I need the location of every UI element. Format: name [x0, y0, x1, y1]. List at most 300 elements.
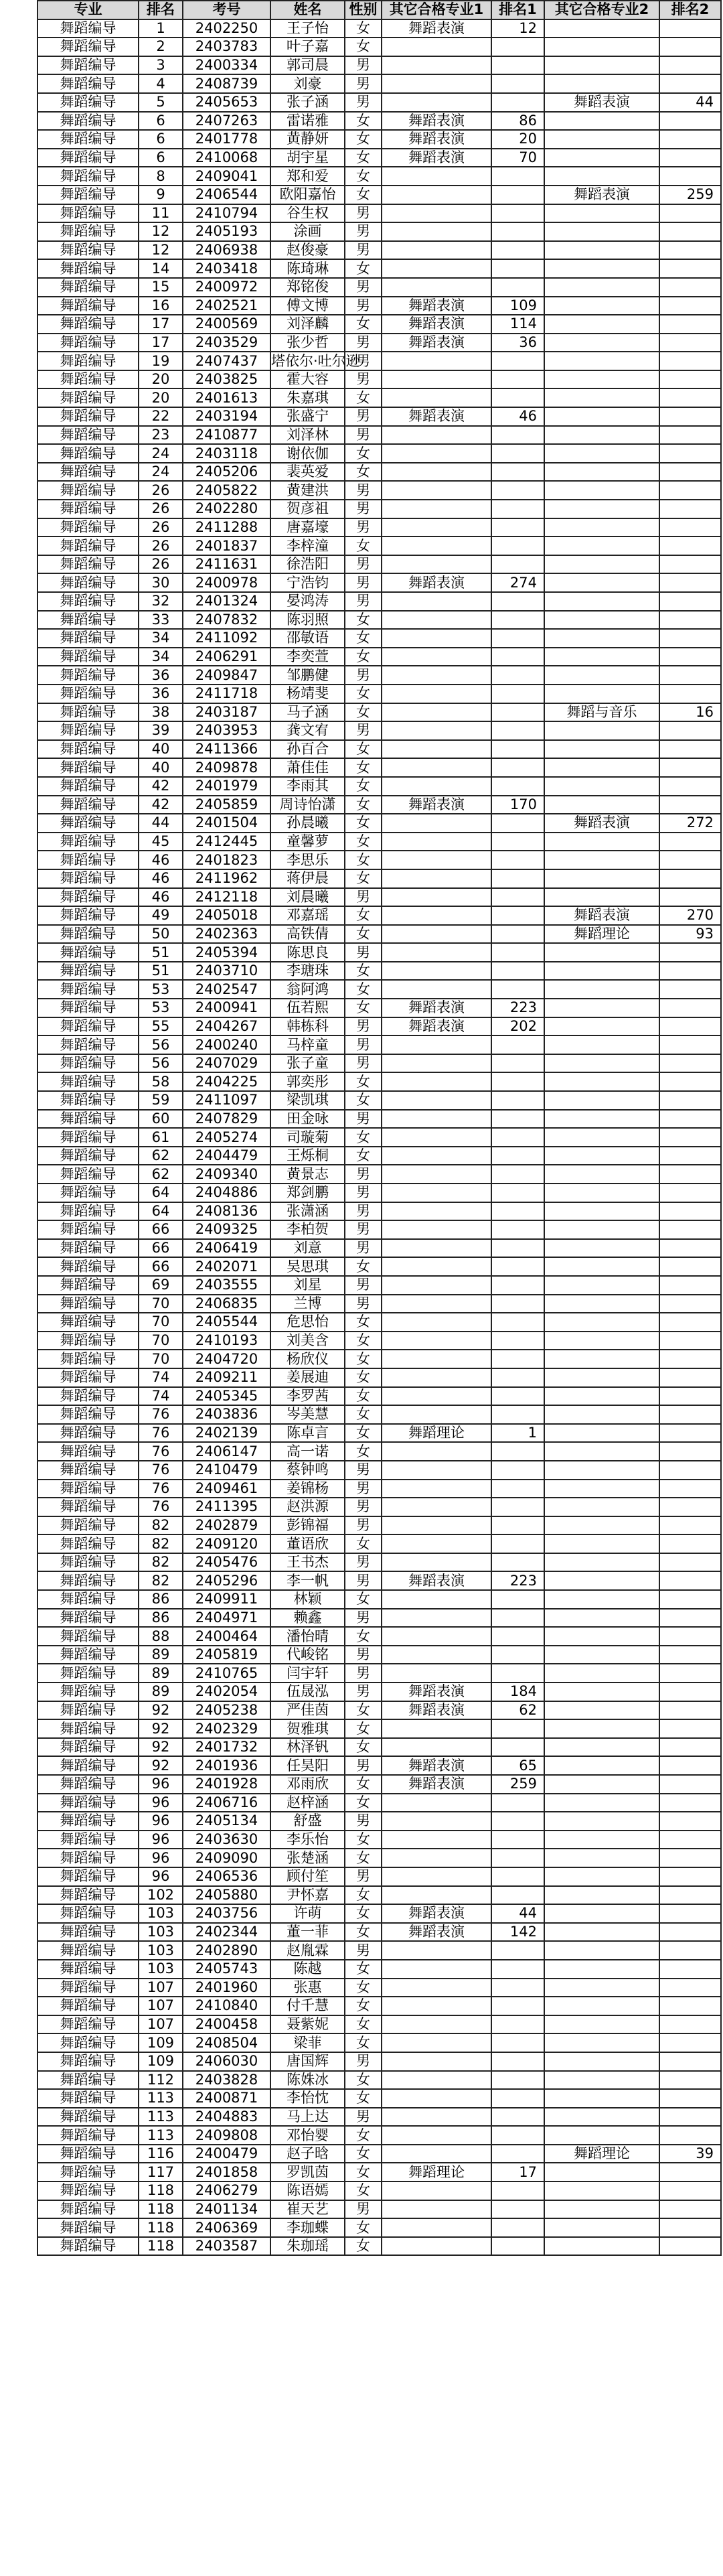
- cell-exam-number: 2404883: [183, 2108, 270, 2127]
- table-row: [37, 1239, 721, 1258]
- cell-rank-2: [659, 833, 721, 851]
- cell-name: 赵胤霖: [270, 1941, 345, 1960]
- table-row: [37, 740, 721, 759]
- cell-name: 崔天艺: [270, 2200, 345, 2219]
- cell-gender: 女: [345, 259, 382, 278]
- cell-rank-2: [659, 1350, 721, 1368]
- cell-other-major-1: [382, 925, 491, 944]
- cell-other-major-2: [544, 573, 659, 592]
- cell-major: 舞蹈编导: [37, 388, 139, 407]
- cell-major: 舞蹈编导: [37, 629, 139, 648]
- cell-rank: 103: [139, 1960, 183, 1979]
- cell-rank-1: 20: [491, 130, 544, 149]
- cell-other-major-1: [382, 93, 491, 112]
- cell-rank: 55: [139, 1017, 183, 1036]
- cell-rank-2: [659, 1960, 721, 1979]
- cell-gender: 女: [345, 2071, 382, 2090]
- cell-major: 舞蹈编导: [37, 1276, 139, 1295]
- cell-rank: 92: [139, 1719, 183, 1738]
- cell-name: 黄建洪: [270, 481, 345, 500]
- cell-major: 舞蹈编导: [37, 2108, 139, 2127]
- cell-rank-2: [659, 1498, 721, 1516]
- cell-major: 舞蹈编导: [37, 259, 139, 278]
- cell-major: 舞蹈编导: [37, 1849, 139, 1867]
- cell-name: 郑剑鹏: [270, 1184, 345, 1202]
- cell-gender: 男: [345, 1035, 382, 1054]
- cell-rank: 36: [139, 666, 183, 685]
- cell-rank-1: [491, 352, 544, 370]
- cell-rank-2: [659, 1609, 721, 1628]
- table-row: [37, 1147, 721, 1165]
- cell-other-major-1: 舞蹈理论: [382, 1424, 491, 1443]
- cell-major: 舞蹈编导: [37, 500, 139, 518]
- cell-gender: 男: [345, 943, 382, 962]
- header-exam-number: 考号: [183, 1, 270, 19]
- cell-gender: 男: [345, 1867, 382, 1886]
- cell-rank-1: [491, 1128, 544, 1147]
- cell-major: 舞蹈编导: [37, 1609, 139, 1628]
- table-row: [37, 869, 721, 888]
- cell-rank-2: [659, 241, 721, 260]
- cell-exam-number: 2411366: [183, 740, 270, 759]
- cell-rank-2: 39: [659, 2145, 721, 2163]
- cell-rank: 103: [139, 1923, 183, 1942]
- cell-exam-number: 2401324: [183, 592, 270, 611]
- cell-rank: 76: [139, 1461, 183, 1480]
- cell-exam-number: 2410193: [183, 1332, 270, 1350]
- cell-rank-2: [659, 1571, 721, 1590]
- table-row: [37, 1184, 721, 1202]
- cell-rank-2: [659, 1627, 721, 1646]
- cell-major: 舞蹈编导: [37, 1405, 139, 1424]
- cell-rank-2: [659, 278, 721, 297]
- cell-rank: 118: [139, 2181, 183, 2200]
- cell-exam-number: 2408504: [183, 2033, 270, 2052]
- table-row: [37, 2033, 721, 2052]
- cell-name: 赵洪源: [270, 1498, 345, 1516]
- cell-other-major-2: [544, 2015, 659, 2034]
- cell-other-major-2: [544, 2237, 659, 2256]
- cell-rank-2: [659, 573, 721, 592]
- cell-other-major-1: [382, 1091, 491, 1110]
- cell-other-major-1: [382, 1812, 491, 1831]
- cell-gender: 男: [345, 666, 382, 685]
- cell-exam-number: 2402329: [183, 1719, 270, 1738]
- cell-other-major-2: [544, 1239, 659, 1258]
- cell-name: 蔡钟鸣: [270, 1461, 345, 1480]
- table-row: [37, 611, 721, 630]
- cell-rank-2: 16: [659, 703, 721, 722]
- cell-rank-2: [659, 518, 721, 537]
- cell-rank-2: [659, 980, 721, 999]
- cell-major: 舞蹈编导: [37, 2237, 139, 2256]
- cell-other-major-2: [544, 999, 659, 1017]
- cell-rank-1: [491, 1202, 544, 1221]
- cell-other-major-2: [544, 1664, 659, 1683]
- cell-rank-2: [659, 1017, 721, 1036]
- cell-rank-1: [491, 1350, 544, 1368]
- cell-other-major-1: [382, 906, 491, 925]
- cell-other-major-2: [544, 1923, 659, 1942]
- table-row: [37, 629, 721, 648]
- cell-other-major-1: [382, 1202, 491, 1221]
- cell-rank: 66: [139, 1220, 183, 1239]
- cell-major: 舞蹈编导: [37, 1979, 139, 1997]
- cell-name: 陈姝冰: [270, 2071, 345, 2090]
- cell-rank-1: [491, 1498, 544, 1516]
- cell-rank: 6: [139, 112, 183, 131]
- cell-rank-1: 223: [491, 1571, 544, 1590]
- cell-exam-number: 2409911: [183, 1590, 270, 1609]
- cell-other-major-1: 舞蹈表演: [382, 19, 491, 38]
- cell-gender: 男: [345, 555, 382, 574]
- cell-other-major-1: 舞蹈表演: [382, 130, 491, 149]
- cell-exam-number: 2407029: [183, 1054, 270, 1073]
- cell-other-major-1: [382, 1997, 491, 2015]
- cell-exam-number: 2401823: [183, 851, 270, 869]
- cell-major: 舞蹈编导: [37, 1960, 139, 1979]
- cell-rank: 40: [139, 758, 183, 777]
- cell-gender: 女: [345, 2015, 382, 2034]
- cell-rank-2: [659, 611, 721, 630]
- table-row: [37, 1609, 721, 1628]
- cell-gender: 女: [345, 2089, 382, 2108]
- cell-major: 舞蹈编导: [37, 19, 139, 38]
- cell-rank: 118: [139, 2200, 183, 2219]
- table-row: [37, 685, 721, 703]
- cell-gender: 男: [345, 56, 382, 75]
- cell-other-major-1: [382, 1147, 491, 1165]
- cell-gender: 女: [345, 186, 382, 204]
- cell-other-major-1: [382, 1794, 491, 1812]
- cell-major: 舞蹈编导: [37, 1184, 139, 1202]
- table-row: [37, 2163, 721, 2181]
- table-row: [37, 536, 721, 555]
- table-row: [37, 2052, 721, 2071]
- cell-rank-2: [659, 629, 721, 648]
- cell-rank: 62: [139, 1165, 183, 1184]
- cell-other-major-2: [544, 315, 659, 334]
- cell-major: 舞蹈编导: [37, 407, 139, 426]
- cell-rank-1: [491, 2181, 544, 2200]
- cell-exam-number: 2402344: [183, 1923, 270, 1942]
- cell-exam-number: 2400871: [183, 2089, 270, 2108]
- cell-rank-1: [491, 186, 544, 204]
- cell-rank: 23: [139, 426, 183, 445]
- table-row: [37, 74, 721, 93]
- cell-rank: 6: [139, 149, 183, 167]
- cell-exam-number: 2403630: [183, 1831, 270, 1849]
- cell-rank: 45: [139, 833, 183, 851]
- table-row: [37, 112, 721, 131]
- cell-other-major-1: [382, 1313, 491, 1332]
- cell-other-major-2: 舞蹈表演: [544, 93, 659, 112]
- cell-name: 付千慧: [270, 1997, 345, 2015]
- table-row: [37, 2071, 721, 2090]
- cell-rank: 113: [139, 2108, 183, 2127]
- cell-gender: 女: [345, 149, 382, 167]
- cell-rank-1: [491, 777, 544, 796]
- cell-rank: 24: [139, 463, 183, 482]
- table-row: [37, 1923, 721, 1942]
- cell-rank-1: [491, 1165, 544, 1184]
- table-row: [37, 1442, 721, 1461]
- cell-other-major-2: [544, 962, 659, 981]
- cell-rank-1: [491, 167, 544, 186]
- cell-name: 李乐怡: [270, 1831, 345, 1849]
- table-body: [37, 19, 721, 2256]
- cell-major: 舞蹈编导: [37, 1831, 139, 1849]
- cell-gender: 女: [345, 167, 382, 186]
- cell-rank: 34: [139, 648, 183, 666]
- cell-gender: 男: [345, 888, 382, 907]
- table-row: [37, 833, 721, 851]
- cell-rank-2: [659, 1941, 721, 1960]
- cell-rank: 17: [139, 334, 183, 352]
- cell-name: 韩栋科: [270, 1017, 345, 1036]
- table-row: [37, 297, 721, 315]
- cell-gender: 女: [345, 388, 382, 407]
- cell-rank: 96: [139, 1849, 183, 1867]
- cell-rank: 12: [139, 241, 183, 260]
- cell-exam-number: 2405394: [183, 943, 270, 962]
- cell-exam-number: 2406938: [183, 241, 270, 260]
- cell-exam-number: 2400941: [183, 999, 270, 1017]
- cell-name: 林泽钒: [270, 1738, 345, 1757]
- cell-major: 舞蹈编导: [37, 167, 139, 186]
- cell-gender: 女: [345, 19, 382, 38]
- table-row: [37, 1571, 721, 1590]
- table-row: [37, 1202, 721, 1221]
- cell-exam-number: 2410765: [183, 1664, 270, 1683]
- cell-name: 贺雅琪: [270, 1719, 345, 1738]
- table-row: [37, 1332, 721, 1350]
- cell-exam-number: 2409878: [183, 758, 270, 777]
- cell-rank: 82: [139, 1571, 183, 1590]
- cell-rank-1: 62: [491, 1701, 544, 1720]
- cell-gender: 男: [345, 1461, 382, 1480]
- cell-rank-2: [659, 1590, 721, 1609]
- cell-rank-1: 12: [491, 19, 544, 38]
- cell-rank: 82: [139, 1516, 183, 1535]
- cell-rank-1: [491, 1812, 544, 1831]
- table-row: [37, 1516, 721, 1535]
- cell-major: 舞蹈编导: [37, 1424, 139, 1443]
- cell-name: 刘意: [270, 1239, 345, 1258]
- cell-rank-2: [659, 2218, 721, 2237]
- cell-major: 舞蹈编导: [37, 2218, 139, 2237]
- cell-rank-2: [659, 1480, 721, 1498]
- cell-other-major-2: [544, 1997, 659, 2015]
- cell-rank-2: [659, 388, 721, 407]
- cell-rank-1: [491, 1295, 544, 1313]
- cell-rank-2: [659, 999, 721, 1017]
- cell-rank-1: [491, 1831, 544, 1849]
- cell-gender: 女: [345, 1849, 382, 1867]
- cell-other-major-2: [544, 2218, 659, 2237]
- cell-name: 谷生权: [270, 204, 345, 223]
- table-row: [37, 463, 721, 482]
- cell-major: 舞蹈编导: [37, 1701, 139, 1720]
- cell-rank: 112: [139, 2071, 183, 2090]
- cell-exam-number: 2400479: [183, 2145, 270, 2163]
- cell-name: 王子怡: [270, 19, 345, 38]
- cell-name: 高铁倩: [270, 925, 345, 944]
- cell-rank-1: 142: [491, 1923, 544, 1942]
- cell-other-major-2: [544, 1350, 659, 1368]
- cell-gender: 女: [345, 685, 382, 703]
- cell-gender: 女: [345, 2218, 382, 2237]
- cell-rank-1: 1: [491, 1424, 544, 1443]
- cell-major: 舞蹈编导: [37, 334, 139, 352]
- cell-other-major-2: [544, 1849, 659, 1867]
- cell-exam-number: 2406030: [183, 2052, 270, 2071]
- cell-rank-1: [491, 1738, 544, 1757]
- cell-other-major-1: 舞蹈表演: [382, 149, 491, 167]
- cell-exam-number: 2406279: [183, 2181, 270, 2200]
- cell-rank: 14: [139, 259, 183, 278]
- cell-name: 王烁桐: [270, 1147, 345, 1165]
- cell-name: 伍若熙: [270, 999, 345, 1017]
- cell-rank-2: [659, 407, 721, 426]
- cell-other-major-2: [544, 1701, 659, 1720]
- table-row: [37, 1035, 721, 1054]
- cell-rank: 96: [139, 1794, 183, 1812]
- cell-other-major-2: [544, 1719, 659, 1738]
- cell-gender: 女: [345, 906, 382, 925]
- cell-other-major-1: [382, 2145, 491, 2163]
- table-row: [37, 1072, 721, 1091]
- cell-major: 舞蹈编导: [37, 1590, 139, 1609]
- cell-other-major-2: [544, 1886, 659, 1905]
- cell-rank-2: [659, 740, 721, 759]
- cell-rank: 96: [139, 1831, 183, 1849]
- cell-other-major-2: [544, 370, 659, 389]
- cell-exam-number: 2404479: [183, 1147, 270, 1165]
- cell-rank-1: [491, 666, 544, 685]
- table-row: [37, 1867, 721, 1886]
- table-row: [37, 2108, 721, 2127]
- table-row: [37, 407, 721, 426]
- cell-name: 任昊阳: [270, 1756, 345, 1775]
- cell-gender: 女: [345, 1350, 382, 1368]
- cell-major: 舞蹈编导: [37, 1072, 139, 1091]
- cell-exam-number: 2402139: [183, 1424, 270, 1443]
- cell-rank: 20: [139, 370, 183, 389]
- cell-name: 周诗怡潇: [270, 796, 345, 814]
- cell-other-major-1: [382, 555, 491, 574]
- cell-name: 潘怡晴: [270, 1627, 345, 1646]
- cell-other-major-1: [382, 1461, 491, 1480]
- cell-name: 张少哲: [270, 334, 345, 352]
- cell-other-major-1: [382, 1849, 491, 1867]
- cell-other-major-1: [382, 740, 491, 759]
- cell-gender: 女: [345, 1313, 382, 1332]
- cell-rank-2: [659, 943, 721, 962]
- cell-rank-2: 272: [659, 814, 721, 833]
- table-row: [37, 1313, 721, 1332]
- cell-rank-1: [491, 1110, 544, 1129]
- cell-name: 刘星: [270, 1276, 345, 1295]
- cell-name: 萧佳佳: [270, 758, 345, 777]
- cell-exam-number: 2405238: [183, 1701, 270, 1720]
- cell-major: 舞蹈编导: [37, 1553, 139, 1572]
- cell-name: 高一诺: [270, 1442, 345, 1461]
- cell-gender: 女: [345, 315, 382, 334]
- cell-other-major-1: [382, 1110, 491, 1129]
- cell-rank-1: [491, 2015, 544, 2034]
- cell-gender: 男: [345, 1756, 382, 1775]
- cell-other-major-1: 舞蹈表演: [382, 1923, 491, 1942]
- cell-rank-1: [491, 721, 544, 740]
- cell-gender: 男: [345, 297, 382, 315]
- table-row: [37, 222, 721, 241]
- cell-major: 舞蹈编导: [37, 869, 139, 888]
- cell-rank-1: [491, 1184, 544, 1202]
- cell-other-major-2: [544, 222, 659, 241]
- cell-gender: 男: [345, 1202, 382, 1221]
- cell-rank-2: [659, 1701, 721, 1720]
- cell-rank-2: [659, 1313, 721, 1332]
- cell-other-major-2: [544, 555, 659, 574]
- cell-rank-1: [491, 518, 544, 537]
- cell-rank-2: [659, 2071, 721, 2090]
- cell-rank-1: [491, 93, 544, 112]
- cell-gender: 女: [345, 130, 382, 149]
- cell-exam-number: 2403953: [183, 721, 270, 740]
- cell-other-major-1: [382, 1332, 491, 1350]
- cell-other-major-2: [544, 1627, 659, 1646]
- header-rank-1: 排名1: [491, 1, 544, 19]
- cell-rank-2: [659, 1646, 721, 1664]
- cell-exam-number: 2403418: [183, 259, 270, 278]
- cell-rank-1: [491, 1794, 544, 1812]
- cell-name: 吴思琪: [270, 1257, 345, 1276]
- cell-gender: 女: [345, 1405, 382, 1424]
- cell-exam-number: 2405193: [183, 222, 270, 241]
- cell-name: 裴英爱: [270, 463, 345, 482]
- cell-gender: 女: [345, 1590, 382, 1609]
- cell-rank-1: [491, 1220, 544, 1239]
- cell-major: 舞蹈编导: [37, 481, 139, 500]
- cell-other-major-1: 舞蹈表演: [382, 999, 491, 1017]
- cell-rank: 74: [139, 1387, 183, 1406]
- table-row: [37, 1683, 721, 1701]
- cell-rank-1: 46: [491, 407, 544, 426]
- cell-name: 赵俊豪: [270, 241, 345, 260]
- cell-exam-number: 2401858: [183, 2163, 270, 2181]
- cell-major: 舞蹈编导: [37, 685, 139, 703]
- cell-major: 舞蹈编导: [37, 555, 139, 574]
- cell-gender: 女: [345, 1738, 382, 1757]
- cell-rank-2: [659, 536, 721, 555]
- cell-other-major-1: [382, 1738, 491, 1757]
- cell-major: 舞蹈编导: [37, 611, 139, 630]
- cell-rank-2: [659, 167, 721, 186]
- cell-other-major-2: [544, 758, 659, 777]
- cell-major: 舞蹈编导: [37, 74, 139, 93]
- cell-major: 舞蹈编导: [37, 833, 139, 851]
- table-row: [37, 721, 721, 740]
- table-row: [37, 1756, 721, 1775]
- table-row: [37, 1165, 721, 1184]
- cell-other-major-2: 舞蹈与音乐: [544, 703, 659, 722]
- table-row: [37, 388, 721, 407]
- cell-exam-number: 2401960: [183, 1979, 270, 1997]
- cell-exam-number: 2406835: [183, 1295, 270, 1313]
- cell-other-major-1: 舞蹈表演: [382, 1571, 491, 1590]
- cell-rank: 11: [139, 204, 183, 223]
